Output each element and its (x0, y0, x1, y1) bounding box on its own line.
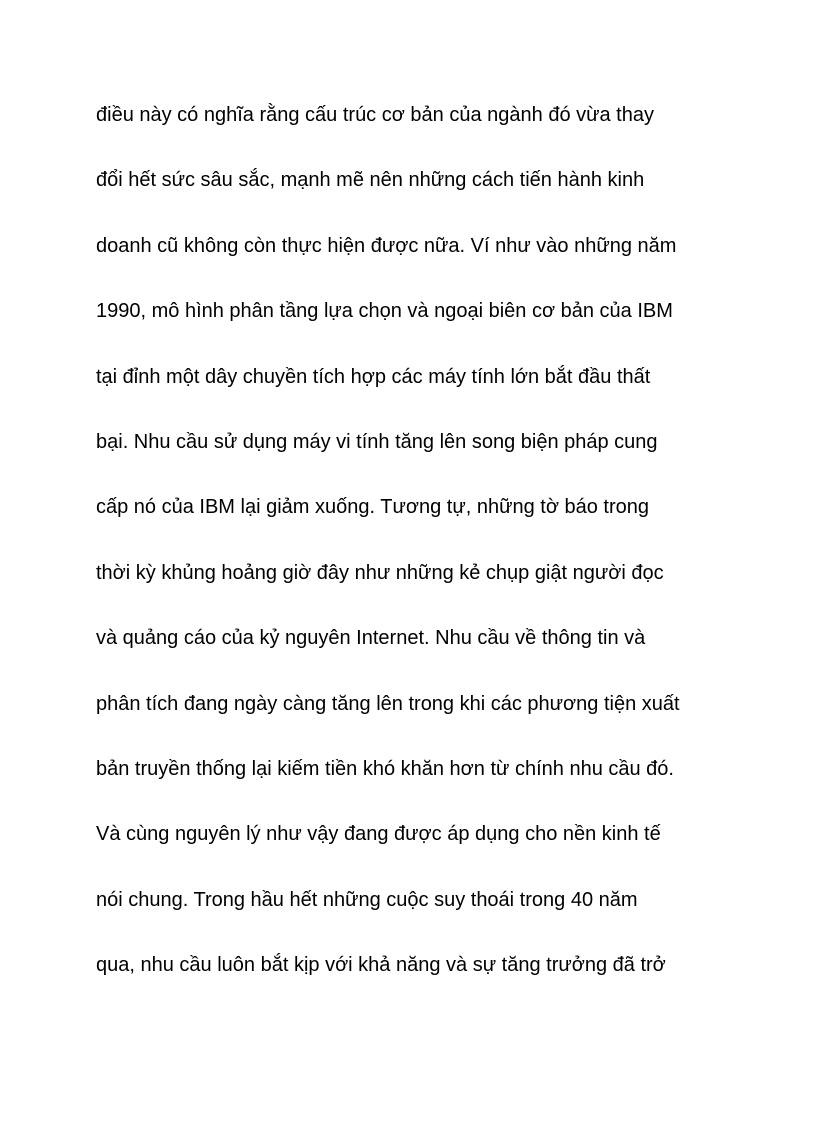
body-paragraph (96, 94, 736, 1009)
text-line: 1990, mô hình phân tầng lựa chọn và ngoại biên cơ bản của IBM (96, 300, 673, 323)
text-line: tại đỉnh một dây chuyền tích hợp các máy tính lớn bắt đầu thất (96, 365, 651, 388)
text-line: bản truyền thống lại kiếm tiền khó khăn hơn từ chính nhu cầu đó. (96, 757, 674, 780)
text-line: qua, nhu cầu luôn bắt kịp với khả năng và sự tăng trưởng đã trở (96, 954, 666, 977)
text-line: cấp nó của IBM lại giảm xuống. Tương tự, những tờ báo trong (96, 496, 649, 519)
text-line: điều này có nghĩa rằng cấu trúc cơ bản của ngành đó vừa thay (96, 104, 654, 126)
text-line: nói chung. Trong hầu hết những cuộc suy thoái trong 40 năm (96, 888, 638, 911)
text-line: đổi hết sức sâu sắc, mạnh mẽ nên những cách tiến hành kinh (96, 169, 645, 192)
text-line: và quảng cáo của kỷ nguyên Internet. Nhu cầu về thông tin và (96, 627, 646, 650)
text-line: phân tích đang ngày càng tăng lên trong khi các phương tiện xuất (96, 692, 680, 715)
text-line: doanh cũ không còn thực hiện được nữa. Ví như vào những năm (96, 234, 677, 257)
text-line: Và cùng nguyên lý như vậy đang được áp dụng cho nền kinh tế (96, 823, 661, 846)
text-line: bại. Nhu cầu sử dụng máy vi tính tăng lên song biện pháp cung (96, 430, 658, 453)
text-line: thời kỳ khủng hoảng giờ đây như những kẻ chụp giật người đọc (96, 561, 664, 584)
